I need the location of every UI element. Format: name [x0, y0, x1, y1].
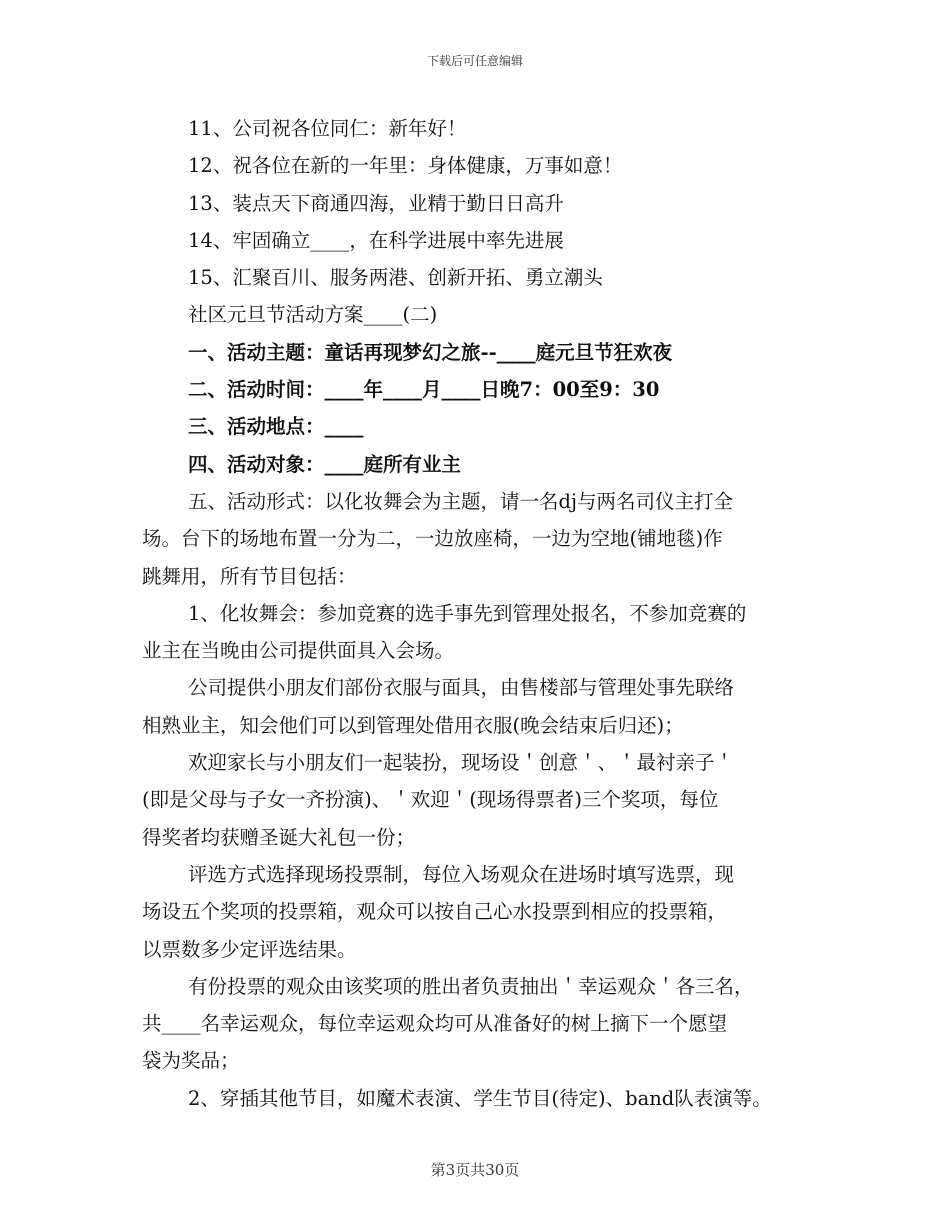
text-line: 欢迎家长与小朋友们一起装扮，现场设＇创意＇、＇最衬亲子＇: [188, 751, 735, 775]
text-line: (即是父母与子女一齐扮演)、＇欢迎＇(现场得票者)三个奖项，每位: [142, 788, 719, 812]
text-line: 五、活动形式：以化妆舞会为主题，请一名dj与两名司仪主打全: [188, 489, 734, 513]
text-line: 13、装点天下商通四海，业精于勤日日高升: [188, 191, 564, 215]
text-line: 评选方式选择现场投票制，每位入场观众在进场时填写选票，现: [188, 862, 735, 886]
text-line: 场。台下的场地布置一分为二，一边放座椅，一边为空地(铺地毯)作: [142, 527, 723, 551]
text-line: 业主在当晚由公司提供面具入会场。: [142, 639, 455, 663]
text-line: 12、祝各位在新的一年里：身体健康，万事如意！: [188, 154, 623, 178]
text-line: 有份投票的观众由该奖项的胜出者负责抽出＇幸运观众＇各三名，: [188, 974, 754, 998]
text-line: 场设五个奖项的投票箱，观众可以按自己心水投票到相应的投票箱，: [142, 900, 728, 924]
text-line: 相熟业主，知会他们可以到管理处借用衣服(晚会结束后归还)；: [142, 713, 684, 737]
text-line: 跳舞用，所有节目包括：: [142, 564, 357, 588]
text-line: 二、活动时间：____年____月____日晚7：00至9：30: [188, 378, 660, 402]
text-line: 14、牢固确立____，在科学进展中率先进展: [188, 228, 564, 252]
page-footer: 第3页共30页: [430, 1161, 520, 1179]
text-line: 以票数多少定评选结果。: [142, 937, 357, 961]
text-line: 公司提供小朋友们部份衣服与面具，由售楼部与管理处事先联络: [188, 676, 735, 700]
text-line: 15、汇聚百川、服务两港、创新开拓、勇立潮头: [188, 266, 603, 290]
text-line: 2、穿插其他节目，如魔术表演、学生节目(待定)、band队表演等。: [188, 1086, 772, 1110]
text-line: 四、活动对象：____庭所有业主: [188, 452, 462, 476]
text-line: 共____名幸运观众，每位幸运观众均可从准备好的树上摘下一个愿望: [142, 1012, 728, 1036]
text-line: 三、活动地点：____: [188, 415, 364, 439]
text-line: 得奖者均获赠圣诞大礼包一份；: [142, 825, 416, 849]
text-line: 11、公司祝各位同仁：新年好！: [188, 117, 467, 140]
page-header: 下载后可任意编辑: [426, 54, 523, 68]
text-line: 社区元旦节活动方案____(二): [188, 303, 438, 327]
document-body: [142, 110, 832, 1117]
text-line: 袋为奖品；: [142, 1049, 240, 1073]
text-line: 一、活动主题：童话再现梦幻之旅--____庭元旦节狂欢夜: [188, 340, 673, 364]
text-line: 1、化妆舞会：参加竞赛的选手事先到管理处报名，不参加竞赛的: [188, 601, 747, 625]
